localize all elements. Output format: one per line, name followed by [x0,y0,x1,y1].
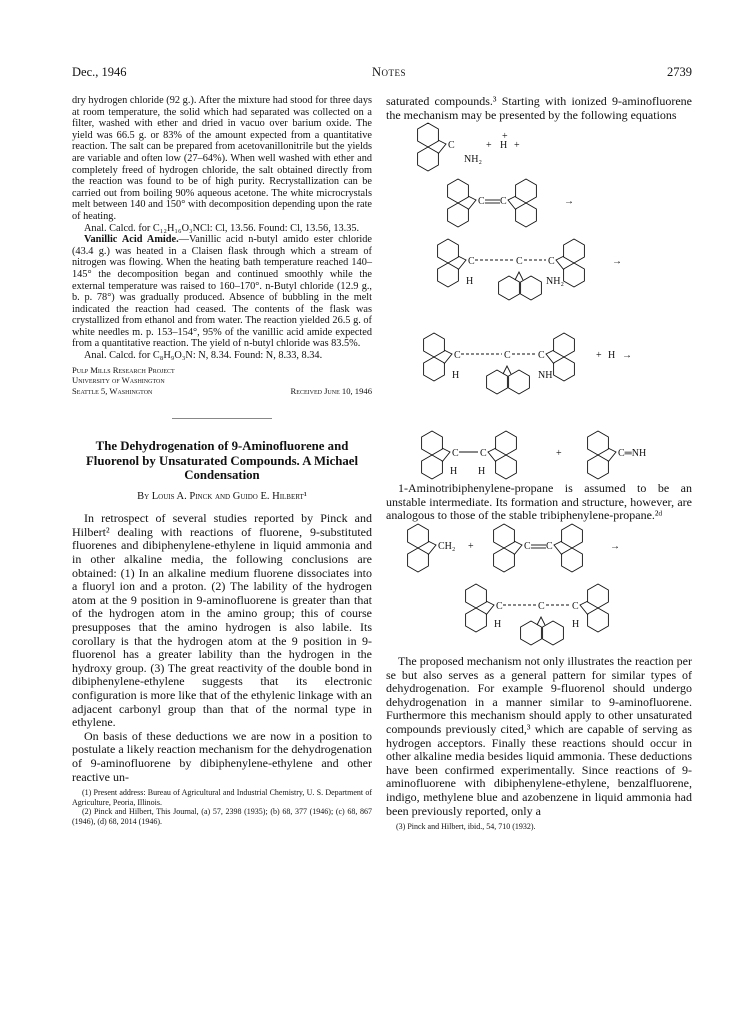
atom-label: H [478,466,486,478]
atom-label: C [496,600,503,612]
address-line: Pulp Mills Research Project [72,364,175,375]
atom-label: NH₂ [546,276,564,288]
footnotes [72,788,372,826]
reaction-arrow: → [622,350,632,362]
structure-tribiphenylene-propane [466,584,609,645]
atom-label: C [454,350,461,362]
paragraph: On basis of these deductions we are now in a position to postulate a likely reaction mechanism for the dehydrogenation of 9-aminofluorene by dibiphenylene-ethylene and other reactive un- [72,728,372,784]
atom-label: H [450,466,458,478]
atom-label: C [504,350,511,362]
atom-label: C [478,196,485,208]
atom-label: C [538,600,545,612]
charge: + [502,131,508,143]
divider [172,418,272,419]
header-date: Dec., 1946 [72,65,127,79]
left-column [72,95,372,827]
atom-label: C [468,256,475,268]
atom-label: H [572,618,580,630]
atom-label: NH [538,370,553,382]
atom-label: CH₂ [438,540,456,552]
paragraph: 1-Aminotribiphenylene-propane is assumed to be an unstable intermediate. Its formation and structure, however, are analogous to those of the stable tribiphenylene-propane.²ᵈ [386,481,692,523]
plus-sign: + [514,140,520,152]
article-authors: By Louis A. Pinck and Guido E. Hilbert¹ [137,490,307,502]
run-in-heading: Vanillic Acid Amide. [84,234,179,246]
atom-label: NH₂ [464,154,482,166]
reaction-scheme-figure [386,122,692,482]
paragraph: In retrospect of several studies reported by Pinck and Hilbert² dealing with reactions of fluorene, 9-substituted fluorenes and dibiphenylene-ethylene in liquid ammonia and in other alkaline media, the following conclusions are obtained: (1) In an alkaline medium fluorene dissociates into a fluoryl ion and a proton. (2) The lability of the hydrogen atom at the 9 position in 9-aminofluorene is greater than that of the hydrogen atom in the amino group; this of course presupposes that the amino hydrogen is also labile. Its corollary is that the hydrogen atom at the 9 position in 9-fluorenol has a greater lability than the hydrogen in the hydroxy group. (3) The great reactivity of the double bond in dibiphenylene-ethylene suggests that its electronic configuration is more like that of the ethylenic linkage with an adjacent carbonyl group than that of the normal type in ethylene. [72,511,372,730]
structure-imine-intermediate [424,333,632,394]
structure-aminofluorene-anion [418,123,520,171]
structure-products [422,431,647,479]
atom-label: C [524,540,531,552]
header-section: Notes [372,65,407,79]
atom-label: C [452,448,459,460]
plus-sign: + [486,140,492,152]
plus-sign: + [556,448,562,460]
header-page-number: 2739 [667,65,692,79]
atom-label: C [480,448,487,460]
plus-sign: + [596,350,602,362]
reaction-arrow: → [612,256,622,268]
reaction-arrow: → [610,540,620,552]
analysis-line: Anal. Calcd. for C₈H₉O₃N: N, 8.34. Found: N, 8.33, 8.34. [84,350,323,362]
atom-label: C [448,140,455,152]
structure-adduct [438,239,622,300]
address-line: University of Washington [72,375,165,386]
footnotes [386,822,692,832]
footnote: (3) Pinck and Hilbert, ibid., 54, 710 (1932). [396,822,536,832]
author-address [72,365,372,397]
atom-label: H [494,618,502,630]
atom-label: C═NH [618,448,647,460]
atom-label: H [466,276,474,288]
analysis-line: Anal. Calcd. for C₁₂H₁₆O₃NCl: Cl, 13.56. Found: Cl, 13.56, 13.35. [84,222,360,234]
atom-label: C [516,256,523,268]
structure-fluorene [408,524,474,572]
paragraph: The proposed mechanism not only illustrates the reaction per se but also serves as a general pattern for similar types of dehydrogenation. For example 9-fluorenol should undergo dehydrogenation in a manner similar to 9-aminofluorene. Furthermore this mechanism should apply to other unsaturated compounds previously cited,³ which are capable of serving as hydrogen acceptors. Finally these reactions should occur in other alkaline media besides liquid ammonia. These deductions have been confirmed experimentally. Since reactions of 9-aminofluorene with dibiphenylene-ethylene, benzalfluorene, indigo, methylene blue and azobenzene in liquid ammonia had been previously reported, only a [386,653,692,818]
atom-label: C [548,256,555,268]
paragraph-body: —Vanillic acid n-butyl amido ester chloride (43.4 g.) was heated in a Claisen flask through which a stream of nitrogen was flowing. When the heating bath temperature reached 140–145° the decomposition began and continued smoothly while the external temperature was raised to 160–170°. n-Butyl chloride (12.9 g., b. p. 78°) was gradually produced. Absence of bubbling in the melt indicated the reaction had ceased. The contents of the flask was crystallized from ethanol and from water. The reaction yielded 26.5 g. of white needles m. p. 153–154°, 95% of the vanillic acid amide expected from a quantitative reaction. The yield of n-butyl chloride was 83.5%. [72,234,373,350]
article-title: The Dehydrogenation of 9-Aminofluorene and Fluorenol by Unsaturated Compounds. A Michael Condensation [85,439,359,483]
atom-label: C [500,196,507,208]
right-column [386,95,692,832]
paragraph [72,234,372,350]
reaction-scheme-figure-2 [386,523,692,651]
footnote: (1) Present address: Bureau of Agricultural and Industrial Chemistry, U. S. Department of Agriculture, Peoria, Illinois. [72,788,372,807]
reaction-arrow: → [564,196,574,208]
atom-label: H [608,350,616,362]
address-line: Seattle 5, Washington [72,385,153,396]
paragraph: saturated compounds.³ Starting with ionized 9-aminofluorene the mechanism may be presented by the following equations [386,94,692,122]
footnote: (2) Pinck and Hilbert, This Journal, (a) 57, 2398 (1935); (b) 68, 377 (1946); (c) 68, 867 (1946), (d) 68, 2014 (1946). [72,807,372,826]
atom-label: C [572,600,579,612]
structure-dibiphenylene-ethylene-2 [494,524,620,572]
atom-label: H [500,140,508,152]
atom-label: H [452,370,460,382]
structure-dibiphenylene-ethylene [448,179,574,227]
atom-label: C [538,350,545,362]
plus-sign: + [468,540,474,552]
atom-label: C [546,540,553,552]
paragraph: dry hydrogen chloride (92 g.). After the mixture had stood for three days at room temperature, the solid which had separated was collected on a filter, washed with ether and dried in vacuo over barium oxide. The yield was 66.5 g. or 83% of the amount expected from a quantitative reaction. The salt can be prepared from acetovanillonitrile but the yields are variable and often low (27–64%). When well washed with ether and completely freed of hydrogen chloride, the salt obtained directly from the reaction was found to be of high purity. Recrystallization can be carried out from boiling 90% aqueous acetone. The white microcrystals melt between 140 and 150° with decomposition depending upon the rate of heating. [72,95,372,222]
received-date: Received June 10, 1946 [290,385,372,396]
